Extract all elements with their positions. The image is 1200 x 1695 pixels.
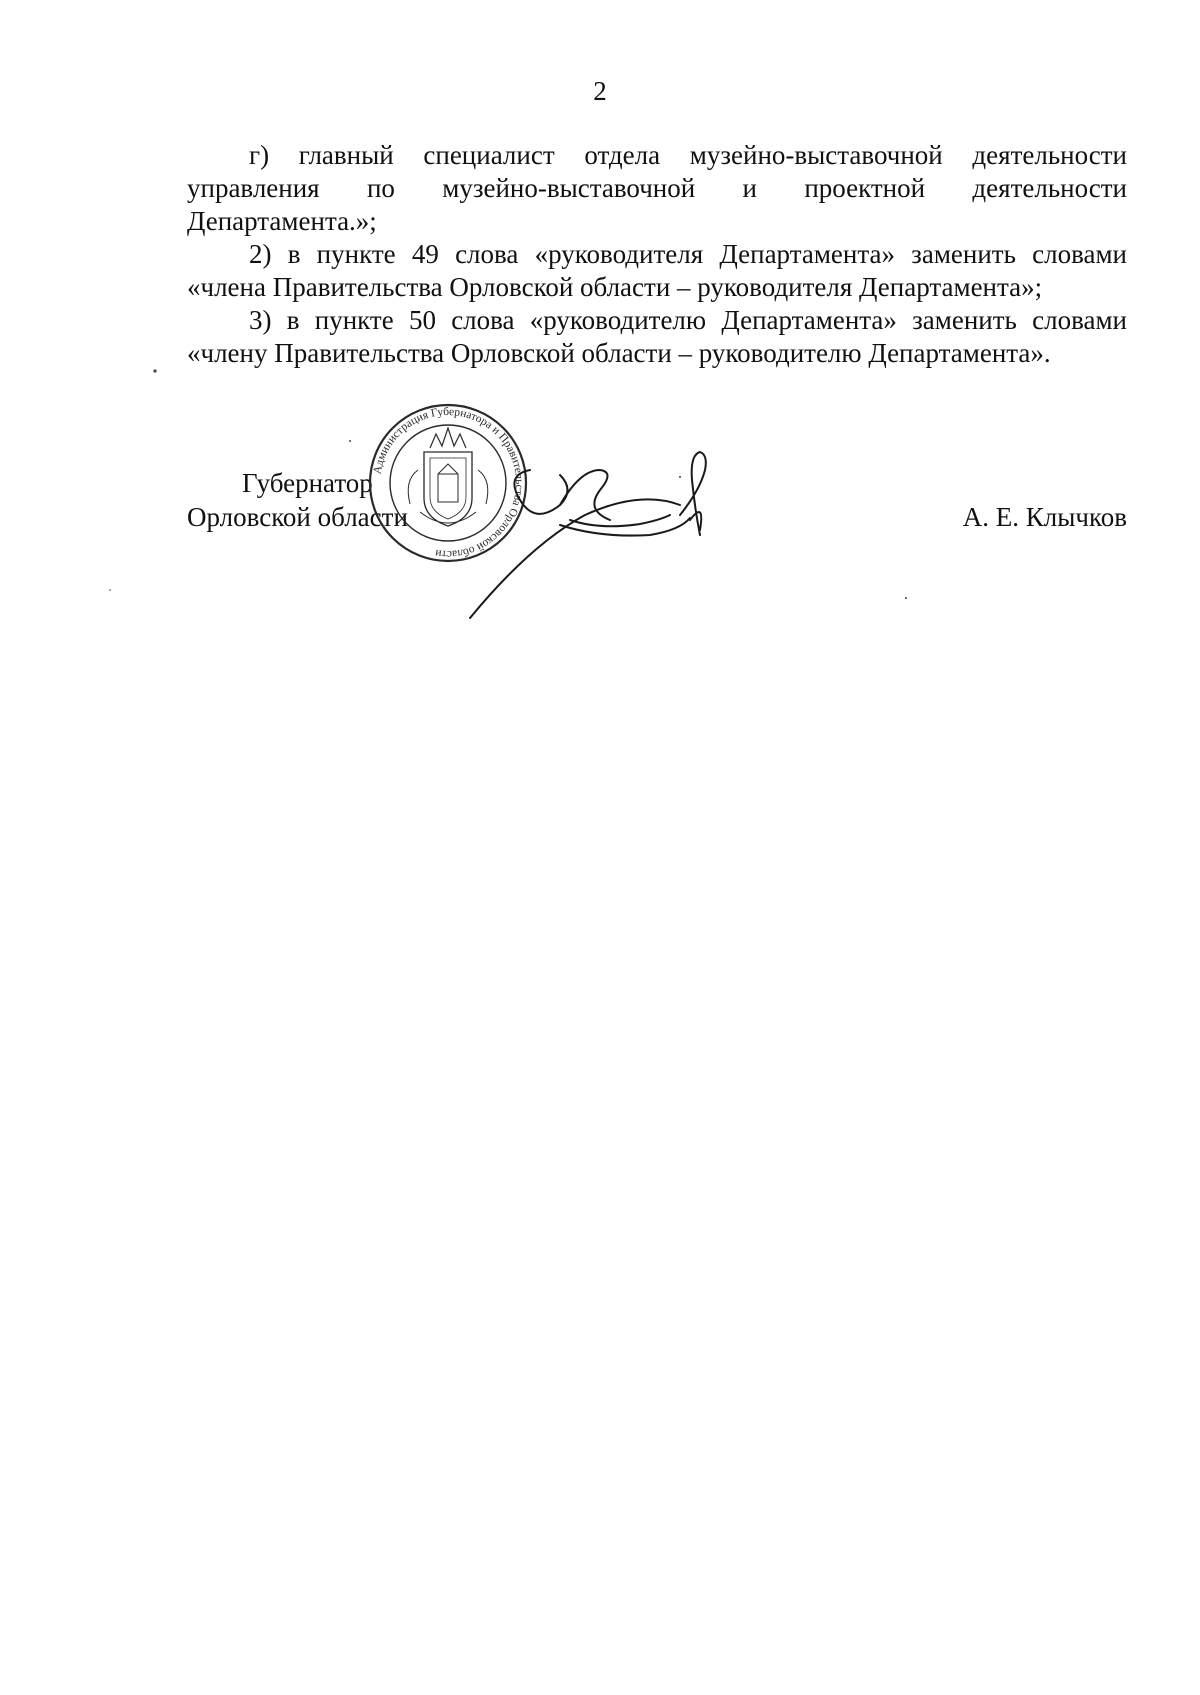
- page-number: 2: [593, 76, 607, 106]
- seal-ring-text: Администрация Губернатора и Правительства Орловской области: [371, 405, 526, 561]
- signatory-name: А. Е. Клычков: [962, 502, 1127, 532]
- text-line: г) главный специалист отдела музейно-выставочной деятельности: [249, 140, 1127, 170]
- text-line: управления по музейно-выставочной и проектной деятельности: [187, 173, 1127, 203]
- text-line: «члена Правительства Орловской области – руководителя Департамента»;: [187, 272, 1043, 302]
- official-seal: [370, 405, 526, 561]
- signatory-position-line-1: Губернатор: [242, 468, 373, 498]
- text-line: 3) в пункте 50 слова «руководителю Департамента» заменить словами: [249, 305, 1127, 335]
- scan-specks: [109, 369, 907, 599]
- text-line: Департамента.»;: [187, 206, 377, 236]
- text-line: «члену Правительства Орловской области – руководителю Департамента».: [187, 338, 1051, 368]
- text-line: 2) в пункте 49 слова «руководителя Департамента» заменить словами: [249, 239, 1127, 269]
- signatory-position-line-2: Орловской области: [187, 502, 408, 532]
- coat-of-arms-emblem: [408, 428, 488, 526]
